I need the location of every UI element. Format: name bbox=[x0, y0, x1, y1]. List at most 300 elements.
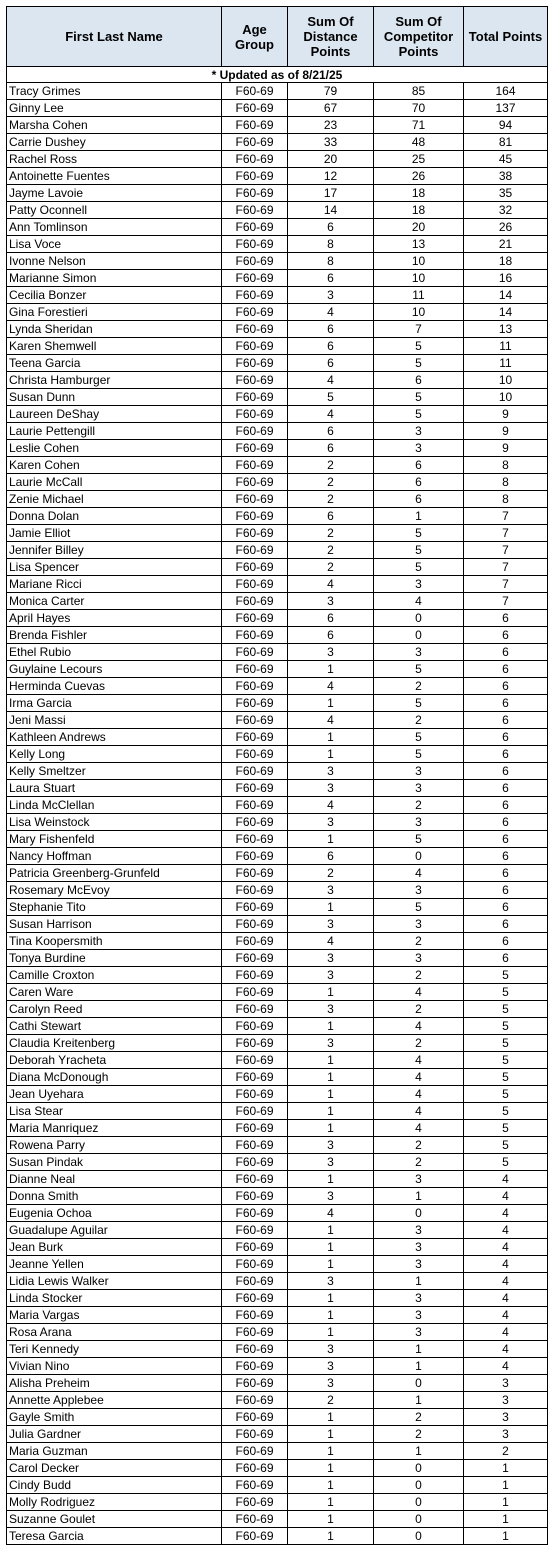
cell-competitor-points: 3 bbox=[374, 763, 464, 780]
cell-name: Lynda Sheridan bbox=[7, 321, 222, 338]
header-competitor-points: Sum Of Competitor Points bbox=[374, 7, 464, 67]
header-total-points: Total Points bbox=[464, 7, 548, 67]
cell-competitor-points: 1 bbox=[374, 1443, 464, 1460]
cell-total-points: 81 bbox=[464, 134, 548, 151]
table-row bbox=[7, 525, 548, 542]
cell-competitor-points: 5 bbox=[374, 355, 464, 372]
cell-age-group: F60-69 bbox=[222, 219, 288, 236]
cell-name: Marsha Cohen bbox=[7, 117, 222, 134]
cell-competitor-points: 2 bbox=[374, 1001, 464, 1018]
cell-distance-points: 6 bbox=[288, 270, 374, 287]
cell-distance-points: 3 bbox=[288, 950, 374, 967]
cell-distance-points: 23 bbox=[288, 117, 374, 134]
table-row bbox=[7, 763, 548, 780]
cell-name: Zenie Michael bbox=[7, 491, 222, 508]
cell-competitor-points: 3 bbox=[374, 882, 464, 899]
cell-total-points: 5 bbox=[464, 984, 548, 1001]
cell-distance-points: 3 bbox=[288, 916, 374, 933]
cell-competitor-points: 18 bbox=[374, 185, 464, 202]
table-row bbox=[7, 814, 548, 831]
table-row bbox=[7, 1018, 548, 1035]
cell-name: Eugenia Ochoa bbox=[7, 1205, 222, 1222]
cell-total-points: 9 bbox=[464, 406, 548, 423]
cell-age-group: F60-69 bbox=[222, 423, 288, 440]
cell-total-points: 6 bbox=[464, 610, 548, 627]
cell-competitor-points: 2 bbox=[374, 967, 464, 984]
table-row bbox=[7, 1052, 548, 1069]
cell-age-group: F60-69 bbox=[222, 185, 288, 202]
cell-name: Julia Gardner bbox=[7, 1426, 222, 1443]
table-row bbox=[7, 1460, 548, 1477]
table-row bbox=[7, 1205, 548, 1222]
table-row bbox=[7, 627, 548, 644]
cell-competitor-points: 1 bbox=[374, 1358, 464, 1375]
cell-competitor-points: 1 bbox=[374, 1188, 464, 1205]
table-body bbox=[7, 67, 548, 1545]
table-row bbox=[7, 559, 548, 576]
cell-distance-points: 1 bbox=[288, 1018, 374, 1035]
cell-competitor-points: 4 bbox=[374, 865, 464, 882]
cell-name: Teresa Garcia bbox=[7, 1528, 222, 1545]
cell-distance-points: 17 bbox=[288, 185, 374, 202]
cell-total-points: 4 bbox=[464, 1358, 548, 1375]
cell-total-points: 4 bbox=[464, 1256, 548, 1273]
cell-age-group: F60-69 bbox=[222, 882, 288, 899]
cell-distance-points: 8 bbox=[288, 253, 374, 270]
table-row bbox=[7, 1222, 548, 1239]
cell-age-group: F60-69 bbox=[222, 627, 288, 644]
cell-distance-points: 1 bbox=[288, 1443, 374, 1460]
cell-age-group: F60-69 bbox=[222, 1188, 288, 1205]
cell-distance-points: 3 bbox=[288, 1273, 374, 1290]
cell-name: Cathi Stewart bbox=[7, 1018, 222, 1035]
cell-competitor-points: 3 bbox=[374, 1222, 464, 1239]
cell-competitor-points: 0 bbox=[374, 1477, 464, 1494]
table-row bbox=[7, 1409, 548, 1426]
cell-competitor-points: 3 bbox=[374, 1307, 464, 1324]
cell-name: Maria Guzman bbox=[7, 1443, 222, 1460]
cell-distance-points: 6 bbox=[288, 440, 374, 457]
cell-name: Rachel Ross bbox=[7, 151, 222, 168]
cell-total-points: 5 bbox=[464, 1018, 548, 1035]
cell-age-group: F60-69 bbox=[222, 1069, 288, 1086]
cell-age-group: F60-69 bbox=[222, 1477, 288, 1494]
cell-total-points: 6 bbox=[464, 763, 548, 780]
table-row bbox=[7, 899, 548, 916]
table-row bbox=[7, 1273, 548, 1290]
cell-competitor-points: 4 bbox=[374, 984, 464, 1001]
cell-total-points: 6 bbox=[464, 712, 548, 729]
cell-competitor-points: 2 bbox=[374, 712, 464, 729]
cell-total-points: 14 bbox=[464, 304, 548, 321]
cell-distance-points: 20 bbox=[288, 151, 374, 168]
cell-competitor-points: 2 bbox=[374, 1137, 464, 1154]
cell-age-group: F60-69 bbox=[222, 151, 288, 168]
cell-name: Carolyn Reed bbox=[7, 1001, 222, 1018]
cell-competitor-points: 6 bbox=[374, 457, 464, 474]
cell-competitor-points: 6 bbox=[374, 491, 464, 508]
cell-name: Karen Cohen bbox=[7, 457, 222, 474]
table-row bbox=[7, 100, 548, 117]
cell-distance-points: 1 bbox=[288, 746, 374, 763]
table-row bbox=[7, 610, 548, 627]
cell-age-group: F60-69 bbox=[222, 1120, 288, 1137]
standings-sheet bbox=[6, 6, 547, 1545]
cell-competitor-points: 4 bbox=[374, 1086, 464, 1103]
cell-age-group: F60-69 bbox=[222, 712, 288, 729]
cell-total-points: 3 bbox=[464, 1375, 548, 1392]
cell-total-points: 6 bbox=[464, 933, 548, 950]
cell-name: Caren Ware bbox=[7, 984, 222, 1001]
cell-age-group: F60-69 bbox=[222, 1256, 288, 1273]
cell-distance-points: 3 bbox=[288, 814, 374, 831]
table-row bbox=[7, 933, 548, 950]
cell-distance-points: 14 bbox=[288, 202, 374, 219]
cell-name: Jayme Lavoie bbox=[7, 185, 222, 202]
cell-total-points: 1 bbox=[464, 1494, 548, 1511]
cell-age-group: F60-69 bbox=[222, 848, 288, 865]
cell-competitor-points: 25 bbox=[374, 151, 464, 168]
cell-total-points: 5 bbox=[464, 1103, 548, 1120]
cell-age-group: F60-69 bbox=[222, 134, 288, 151]
cell-name: Laureen DeShay bbox=[7, 406, 222, 423]
cell-name: Jeanne Yellen bbox=[7, 1256, 222, 1273]
cell-distance-points: 1 bbox=[288, 1460, 374, 1477]
table-row bbox=[7, 202, 548, 219]
cell-distance-points: 3 bbox=[288, 287, 374, 304]
table-row bbox=[7, 1035, 548, 1052]
cell-total-points: 6 bbox=[464, 899, 548, 916]
table-row bbox=[7, 389, 548, 406]
cell-age-group: F60-69 bbox=[222, 457, 288, 474]
cell-name: Nancy Hoffman bbox=[7, 848, 222, 865]
cell-distance-points: 3 bbox=[288, 780, 374, 797]
cell-total-points: 7 bbox=[464, 525, 548, 542]
cell-age-group: F60-69 bbox=[222, 950, 288, 967]
cell-distance-points: 1 bbox=[288, 1477, 374, 1494]
cell-total-points: 6 bbox=[464, 644, 548, 661]
cell-total-points: 13 bbox=[464, 321, 548, 338]
cell-name: Jennifer Billey bbox=[7, 542, 222, 559]
cell-distance-points: 6 bbox=[288, 627, 374, 644]
cell-total-points: 6 bbox=[464, 780, 548, 797]
cell-age-group: F60-69 bbox=[222, 1018, 288, 1035]
cell-total-points: 5 bbox=[464, 1120, 548, 1137]
cell-age-group: F60-69 bbox=[222, 1222, 288, 1239]
cell-distance-points: 1 bbox=[288, 1103, 374, 1120]
cell-name: Lisa Voce bbox=[7, 236, 222, 253]
cell-distance-points: 3 bbox=[288, 882, 374, 899]
cell-total-points: 21 bbox=[464, 236, 548, 253]
cell-total-points: 16 bbox=[464, 270, 548, 287]
cell-name: Tina Koopersmith bbox=[7, 933, 222, 950]
cell-distance-points: 4 bbox=[288, 678, 374, 695]
cell-name: Ginny Lee bbox=[7, 100, 222, 117]
table-row bbox=[7, 1443, 548, 1460]
table-row bbox=[7, 1477, 548, 1494]
cell-name: Susan Dunn bbox=[7, 389, 222, 406]
cell-name: Jean Uyehara bbox=[7, 1086, 222, 1103]
cell-competitor-points: 3 bbox=[374, 1239, 464, 1256]
cell-age-group: F60-69 bbox=[222, 440, 288, 457]
cell-age-group: F60-69 bbox=[222, 338, 288, 355]
table-row bbox=[7, 1137, 548, 1154]
cell-competitor-points: 1 bbox=[374, 1392, 464, 1409]
cell-total-points: 7 bbox=[464, 559, 548, 576]
table-row bbox=[7, 1120, 548, 1137]
cell-name: Linda McClellan bbox=[7, 797, 222, 814]
cell-total-points: 2 bbox=[464, 1443, 548, 1460]
cell-distance-points: 1 bbox=[288, 984, 374, 1001]
cell-age-group: F60-69 bbox=[222, 610, 288, 627]
cell-distance-points: 79 bbox=[288, 83, 374, 100]
cell-name: Christa Hamburger bbox=[7, 372, 222, 389]
cell-age-group: F60-69 bbox=[222, 321, 288, 338]
cell-distance-points: 1 bbox=[288, 899, 374, 916]
cell-competitor-points: 10 bbox=[374, 270, 464, 287]
cell-age-group: F60-69 bbox=[222, 1341, 288, 1358]
cell-age-group: F60-69 bbox=[222, 1511, 288, 1528]
cell-age-group: F60-69 bbox=[222, 474, 288, 491]
cell-total-points: 7 bbox=[464, 593, 548, 610]
cell-competitor-points: 18 bbox=[374, 202, 464, 219]
cell-age-group: F60-69 bbox=[222, 695, 288, 712]
cell-distance-points: 3 bbox=[288, 1188, 374, 1205]
cell-competitor-points: 85 bbox=[374, 83, 464, 100]
table-row bbox=[7, 1392, 548, 1409]
table-row bbox=[7, 253, 548, 270]
cell-distance-points: 1 bbox=[288, 1426, 374, 1443]
cell-total-points: 8 bbox=[464, 474, 548, 491]
cell-age-group: F60-69 bbox=[222, 678, 288, 695]
cell-total-points: 5 bbox=[464, 1086, 548, 1103]
table-row bbox=[7, 1290, 548, 1307]
cell-total-points: 7 bbox=[464, 542, 548, 559]
cell-name: Maria Manriquez bbox=[7, 1120, 222, 1137]
cell-total-points: 5 bbox=[464, 1035, 548, 1052]
table-header bbox=[7, 7, 548, 67]
cell-age-group: F60-69 bbox=[222, 1528, 288, 1545]
table-row bbox=[7, 593, 548, 610]
table-row bbox=[7, 848, 548, 865]
table-row bbox=[7, 1154, 548, 1171]
cell-name: Maria Vargas bbox=[7, 1307, 222, 1324]
cell-distance-points: 1 bbox=[288, 695, 374, 712]
cell-distance-points: 4 bbox=[288, 406, 374, 423]
cell-age-group: F60-69 bbox=[222, 576, 288, 593]
cell-total-points: 3 bbox=[464, 1409, 548, 1426]
cell-total-points: 137 bbox=[464, 100, 548, 117]
cell-age-group: F60-69 bbox=[222, 1375, 288, 1392]
cell-name: Marianne Simon bbox=[7, 270, 222, 287]
cell-age-group: F60-69 bbox=[222, 763, 288, 780]
cell-age-group: F60-69 bbox=[222, 372, 288, 389]
table-row bbox=[7, 1086, 548, 1103]
cell-competitor-points: 4 bbox=[374, 1018, 464, 1035]
table-row bbox=[7, 1188, 548, 1205]
cell-name: Claudia Kreitenberg bbox=[7, 1035, 222, 1052]
cell-name: Cecilia Bonzer bbox=[7, 287, 222, 304]
cell-age-group: F60-69 bbox=[222, 1494, 288, 1511]
cell-competitor-points: 4 bbox=[374, 1052, 464, 1069]
table-row bbox=[7, 542, 548, 559]
table-row bbox=[7, 338, 548, 355]
cell-distance-points: 1 bbox=[288, 1494, 374, 1511]
cell-total-points: 6 bbox=[464, 746, 548, 763]
standings-table bbox=[6, 6, 548, 1545]
cell-total-points: 6 bbox=[464, 916, 548, 933]
cell-name: Monica Carter bbox=[7, 593, 222, 610]
cell-distance-points: 6 bbox=[288, 338, 374, 355]
cell-distance-points: 1 bbox=[288, 1307, 374, 1324]
cell-age-group: F60-69 bbox=[222, 1086, 288, 1103]
cell-name: Susan Harrison bbox=[7, 916, 222, 933]
cell-distance-points: 3 bbox=[288, 1001, 374, 1018]
cell-competitor-points: 3 bbox=[374, 916, 464, 933]
cell-age-group: F60-69 bbox=[222, 729, 288, 746]
cell-distance-points: 3 bbox=[288, 1035, 374, 1052]
cell-age-group: F60-69 bbox=[222, 1205, 288, 1222]
cell-total-points: 6 bbox=[464, 797, 548, 814]
cell-total-points: 6 bbox=[464, 627, 548, 644]
table-row bbox=[7, 984, 548, 1001]
cell-total-points: 4 bbox=[464, 1341, 548, 1358]
table-row bbox=[7, 508, 548, 525]
cell-competitor-points: 13 bbox=[374, 236, 464, 253]
table-row bbox=[7, 1069, 548, 1086]
cell-distance-points: 1 bbox=[288, 1222, 374, 1239]
cell-competitor-points: 10 bbox=[374, 304, 464, 321]
cell-name: Susan Pindak bbox=[7, 1154, 222, 1171]
cell-total-points: 3 bbox=[464, 1426, 548, 1443]
cell-name: Guadalupe Aguilar bbox=[7, 1222, 222, 1239]
cell-distance-points: 2 bbox=[288, 559, 374, 576]
cell-competitor-points: 3 bbox=[374, 950, 464, 967]
table-row bbox=[7, 1239, 548, 1256]
cell-distance-points: 33 bbox=[288, 134, 374, 151]
table-row bbox=[7, 457, 548, 474]
cell-name: Ethel Rubio bbox=[7, 644, 222, 661]
cell-name: Kathleen Andrews bbox=[7, 729, 222, 746]
cell-age-group: F60-69 bbox=[222, 117, 288, 134]
cell-age-group: F60-69 bbox=[222, 797, 288, 814]
cell-competitor-points: 11 bbox=[374, 287, 464, 304]
cell-distance-points: 6 bbox=[288, 423, 374, 440]
cell-total-points: 5 bbox=[464, 1137, 548, 1154]
cell-distance-points: 6 bbox=[288, 321, 374, 338]
cell-total-points: 11 bbox=[464, 338, 548, 355]
cell-total-points: 1 bbox=[464, 1477, 548, 1494]
cell-distance-points: 6 bbox=[288, 610, 374, 627]
cell-distance-points: 12 bbox=[288, 168, 374, 185]
cell-age-group: F60-69 bbox=[222, 865, 288, 882]
cell-name: Carol Decker bbox=[7, 1460, 222, 1477]
cell-distance-points: 1 bbox=[288, 831, 374, 848]
cell-age-group: F60-69 bbox=[222, 236, 288, 253]
cell-competitor-points: 5 bbox=[374, 831, 464, 848]
table-row bbox=[7, 372, 548, 389]
cell-total-points: 6 bbox=[464, 661, 548, 678]
cell-total-points: 7 bbox=[464, 576, 548, 593]
cell-distance-points: 1 bbox=[288, 1290, 374, 1307]
cell-distance-points: 2 bbox=[288, 474, 374, 491]
cell-age-group: F60-69 bbox=[222, 831, 288, 848]
table-row bbox=[7, 83, 548, 100]
cell-competitor-points: 20 bbox=[374, 219, 464, 236]
table-row bbox=[7, 1256, 548, 1273]
cell-age-group: F60-69 bbox=[222, 168, 288, 185]
table-row bbox=[7, 916, 548, 933]
cell-name: Deborah Yracheta bbox=[7, 1052, 222, 1069]
cell-total-points: 5 bbox=[464, 967, 548, 984]
cell-distance-points: 3 bbox=[288, 1137, 374, 1154]
cell-total-points: 4 bbox=[464, 1239, 548, 1256]
cell-age-group: F60-69 bbox=[222, 1052, 288, 1069]
cell-competitor-points: 3 bbox=[374, 423, 464, 440]
table-row bbox=[7, 661, 548, 678]
cell-total-points: 11 bbox=[464, 355, 548, 372]
table-row bbox=[7, 440, 548, 457]
table-row bbox=[7, 491, 548, 508]
cell-name: April Hayes bbox=[7, 610, 222, 627]
table-row bbox=[7, 474, 548, 491]
cell-age-group: F60-69 bbox=[222, 270, 288, 287]
cell-name: Rosemary McEvoy bbox=[7, 882, 222, 899]
cell-total-points: 4 bbox=[464, 1290, 548, 1307]
cell-distance-points: 6 bbox=[288, 848, 374, 865]
cell-age-group: F60-69 bbox=[222, 508, 288, 525]
cell-competitor-points: 1 bbox=[374, 508, 464, 525]
table-row bbox=[7, 882, 548, 899]
table-row bbox=[7, 151, 548, 168]
cell-distance-points: 4 bbox=[288, 372, 374, 389]
table-row bbox=[7, 185, 548, 202]
cell-name: Gayle Smith bbox=[7, 1409, 222, 1426]
cell-competitor-points: 4 bbox=[374, 1103, 464, 1120]
cell-name: Vivian Nino bbox=[7, 1358, 222, 1375]
cell-distance-points: 4 bbox=[288, 1205, 374, 1222]
cell-name: Donna Smith bbox=[7, 1188, 222, 1205]
cell-name: Ivonne Nelson bbox=[7, 253, 222, 270]
cell-age-group: F60-69 bbox=[222, 780, 288, 797]
cell-total-points: 6 bbox=[464, 865, 548, 882]
cell-distance-points: 3 bbox=[288, 644, 374, 661]
cell-distance-points: 2 bbox=[288, 865, 374, 882]
cell-competitor-points: 5 bbox=[374, 559, 464, 576]
cell-distance-points: 1 bbox=[288, 1120, 374, 1137]
cell-competitor-points: 6 bbox=[374, 372, 464, 389]
cell-distance-points: 6 bbox=[288, 219, 374, 236]
cell-distance-points: 1 bbox=[288, 1511, 374, 1528]
cell-name: Laura Stuart bbox=[7, 780, 222, 797]
cell-name: Patricia Greenberg-Grunfeld bbox=[7, 865, 222, 882]
cell-competitor-points: 2 bbox=[374, 1426, 464, 1443]
cell-name: Camille Croxton bbox=[7, 967, 222, 984]
cell-distance-points: 2 bbox=[288, 491, 374, 508]
cell-age-group: F60-69 bbox=[222, 1409, 288, 1426]
cell-competitor-points: 3 bbox=[374, 780, 464, 797]
cell-age-group: F60-69 bbox=[222, 967, 288, 984]
cell-distance-points: 4 bbox=[288, 933, 374, 950]
cell-competitor-points: 5 bbox=[374, 389, 464, 406]
table-row bbox=[7, 1001, 548, 1018]
cell-name: Rowena Parry bbox=[7, 1137, 222, 1154]
cell-age-group: F60-69 bbox=[222, 984, 288, 1001]
cell-competitor-points: 3 bbox=[374, 814, 464, 831]
table-row bbox=[7, 865, 548, 882]
cell-competitor-points: 5 bbox=[374, 746, 464, 763]
cell-total-points: 14 bbox=[464, 287, 548, 304]
